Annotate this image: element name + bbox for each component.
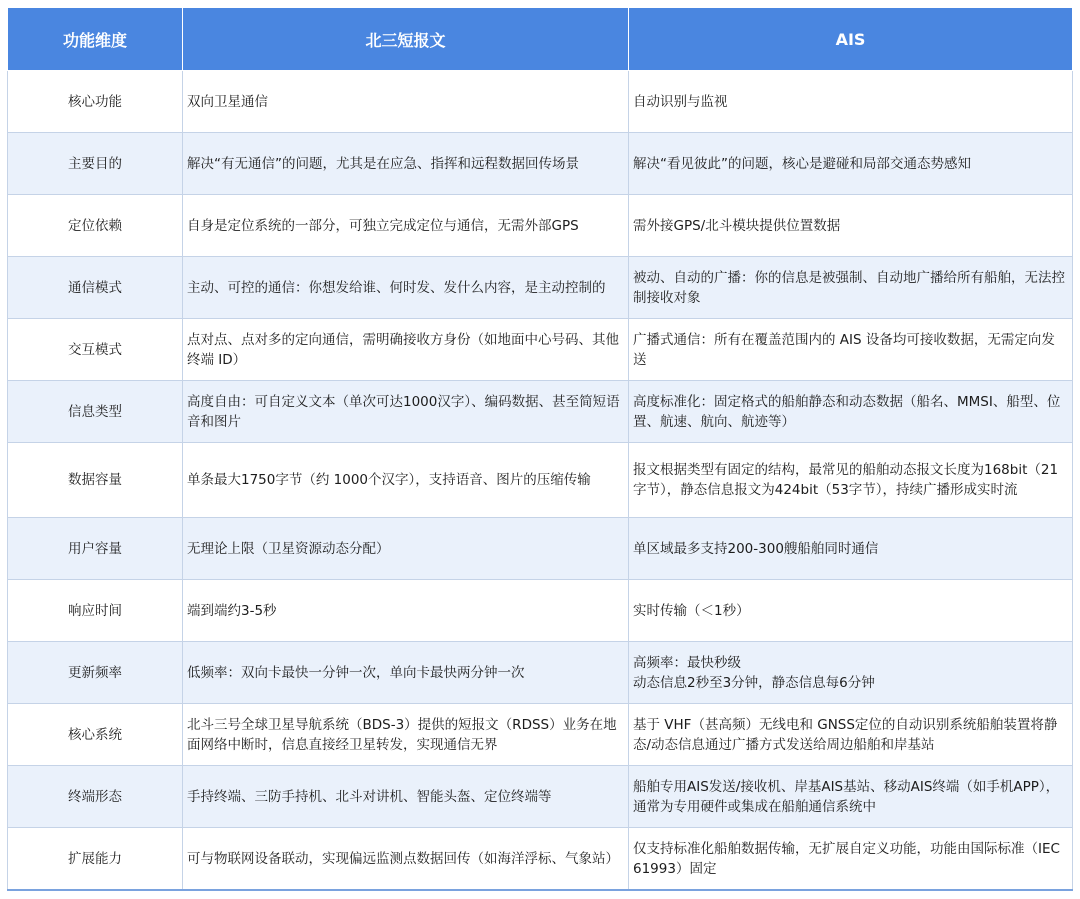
header-dimension: 功能维度 [8, 8, 183, 71]
dimension-cell: 更新频率 [8, 642, 183, 704]
table-row [8, 642, 1073, 704]
ais-cell: 单区域最多支持200-300艘船舶同时通信 [629, 518, 1073, 580]
header-bds: 北三短报文 [183, 8, 629, 71]
dimension-cell: 定位依赖 [8, 195, 183, 257]
ais-cell-line: 动态信息2秒至3分钟，静态信息每6分钟 [633, 674, 875, 691]
table-row [8, 766, 1073, 828]
dimension-cell: 响应时间 [8, 580, 183, 642]
table-row [8, 195, 1073, 257]
ais-cell: 自动识别与监视 [629, 71, 1073, 133]
ais-cell: 报文根据类型有固定的结构，最常见的船舶动态报文长度为168bit（21字节），静态信息报文为424bit（53字节），持续广播形成实时流 [629, 443, 1073, 518]
table-row [8, 319, 1073, 381]
ais-cell: 船舶专用AIS发送/接收机、岸基AIS基站、移动AIS终端（如手机APP），通常为专用硬件或集成在船舶通信系统中 [629, 766, 1073, 828]
table-row [8, 580, 1073, 642]
bds-cell: 手持终端、三防手持机、北斗对讲机、智能头盔、定位终端等 [183, 766, 629, 828]
ais-cell: 广播式通信：所有在覆盖范围内的 AIS 设备均可接收数据，无需定向发送 [629, 319, 1073, 381]
table-row [8, 257, 1073, 319]
dimension-cell: 信息类型 [8, 381, 183, 443]
ais-cell: 高度标准化：固定格式的船舶静态和动态数据（船名、MMSI、船型、位置、航速、航向、航迹等） [629, 381, 1073, 443]
dimension-cell: 主要目的 [8, 133, 183, 195]
bds-cell: 可与物联网设备联动，实现偏远监测点数据回传（如海洋浮标、气象站） [183, 828, 629, 890]
table-row [8, 71, 1073, 133]
table-row [8, 518, 1073, 580]
bds-cell: 端到端约3-5秒 [183, 580, 629, 642]
bds-cell: 双向卫星通信 [183, 71, 629, 133]
dimension-cell: 交互模式 [8, 319, 183, 381]
table-row [8, 828, 1073, 890]
ais-cell: 基于 VHF（甚高频）无线电和 GNSS定位的自动识别系统船舶装置将静态/动态信息通过广播方式发送给周边船舶和岸基站 [629, 704, 1073, 766]
dimension-cell: 用户容量 [8, 518, 183, 580]
table-row [8, 443, 1073, 518]
bds-cell: 高度自由：可自定义文本（单次可达1000汉字）、编码数据、甚至简短语音和图片 [183, 381, 629, 443]
ais-cell-line: 高频率：最快秒级 [633, 654, 741, 671]
dimension-cell: 核心系统 [8, 704, 183, 766]
dimension-cell: 扩展能力 [8, 828, 183, 890]
dimension-cell: 核心功能 [8, 71, 183, 133]
bds-cell: 低频率：双向卡最快一分钟一次，单向卡最快两分钟一次 [183, 642, 629, 704]
bds-cell: 无理论上限（卫星资源动态分配） [183, 518, 629, 580]
bds-cell: 解决“有无通信”的问题，尤其是在应急、指挥和远程数据回传场景 [183, 133, 629, 195]
table-row [8, 381, 1073, 443]
bds-cell: 北斗三号全球卫星导航系统（BDS-3）提供的短报文（RDSS）业务在地面网络中断时，信息直接经卫星转发，实现通信无界 [183, 704, 629, 766]
comparison-table [7, 8, 1073, 891]
dimension-cell: 数据容量 [8, 443, 183, 518]
bds-cell: 主动、可控的通信：你想发给谁、何时发、发什么内容，是主动控制的 [183, 257, 629, 319]
ais-cell: 解决“看见彼此”的问题，核心是避碰和局部交通态势感知 [629, 133, 1073, 195]
dimension-cell: 通信模式 [8, 257, 183, 319]
bds-cell: 自身是定位系统的一部分，可独立完成定位与通信，无需外部GPS [183, 195, 629, 257]
table-row [8, 704, 1073, 766]
ais-cell [629, 642, 1073, 704]
ais-cell: 仅支持标准化船舶数据传输，无扩展自定义功能，功能由国际标准（IEC 61993）固定 [629, 828, 1073, 890]
ais-cell: 被动、自动的广播：你的信息是被强制、自动地广播给所有船舶，无法控制接收对象 [629, 257, 1073, 319]
table-row [8, 133, 1073, 195]
ais-cell: 实时传输（＜1秒） [629, 580, 1073, 642]
bds-cell: 单条最大1750字节（约 1000个汉字），支持语音、图片的压缩传输 [183, 443, 629, 518]
dimension-cell: 终端形态 [8, 766, 183, 828]
bds-cell: 点对点、点对多的定向通信，需明确接收方身份（如地面中心号码、其他终端 ID） [183, 319, 629, 381]
header-row [8, 8, 1073, 71]
header-ais: AIS [629, 8, 1073, 71]
ais-cell: 需外接GPS/北斗模块提供位置数据 [629, 195, 1073, 257]
